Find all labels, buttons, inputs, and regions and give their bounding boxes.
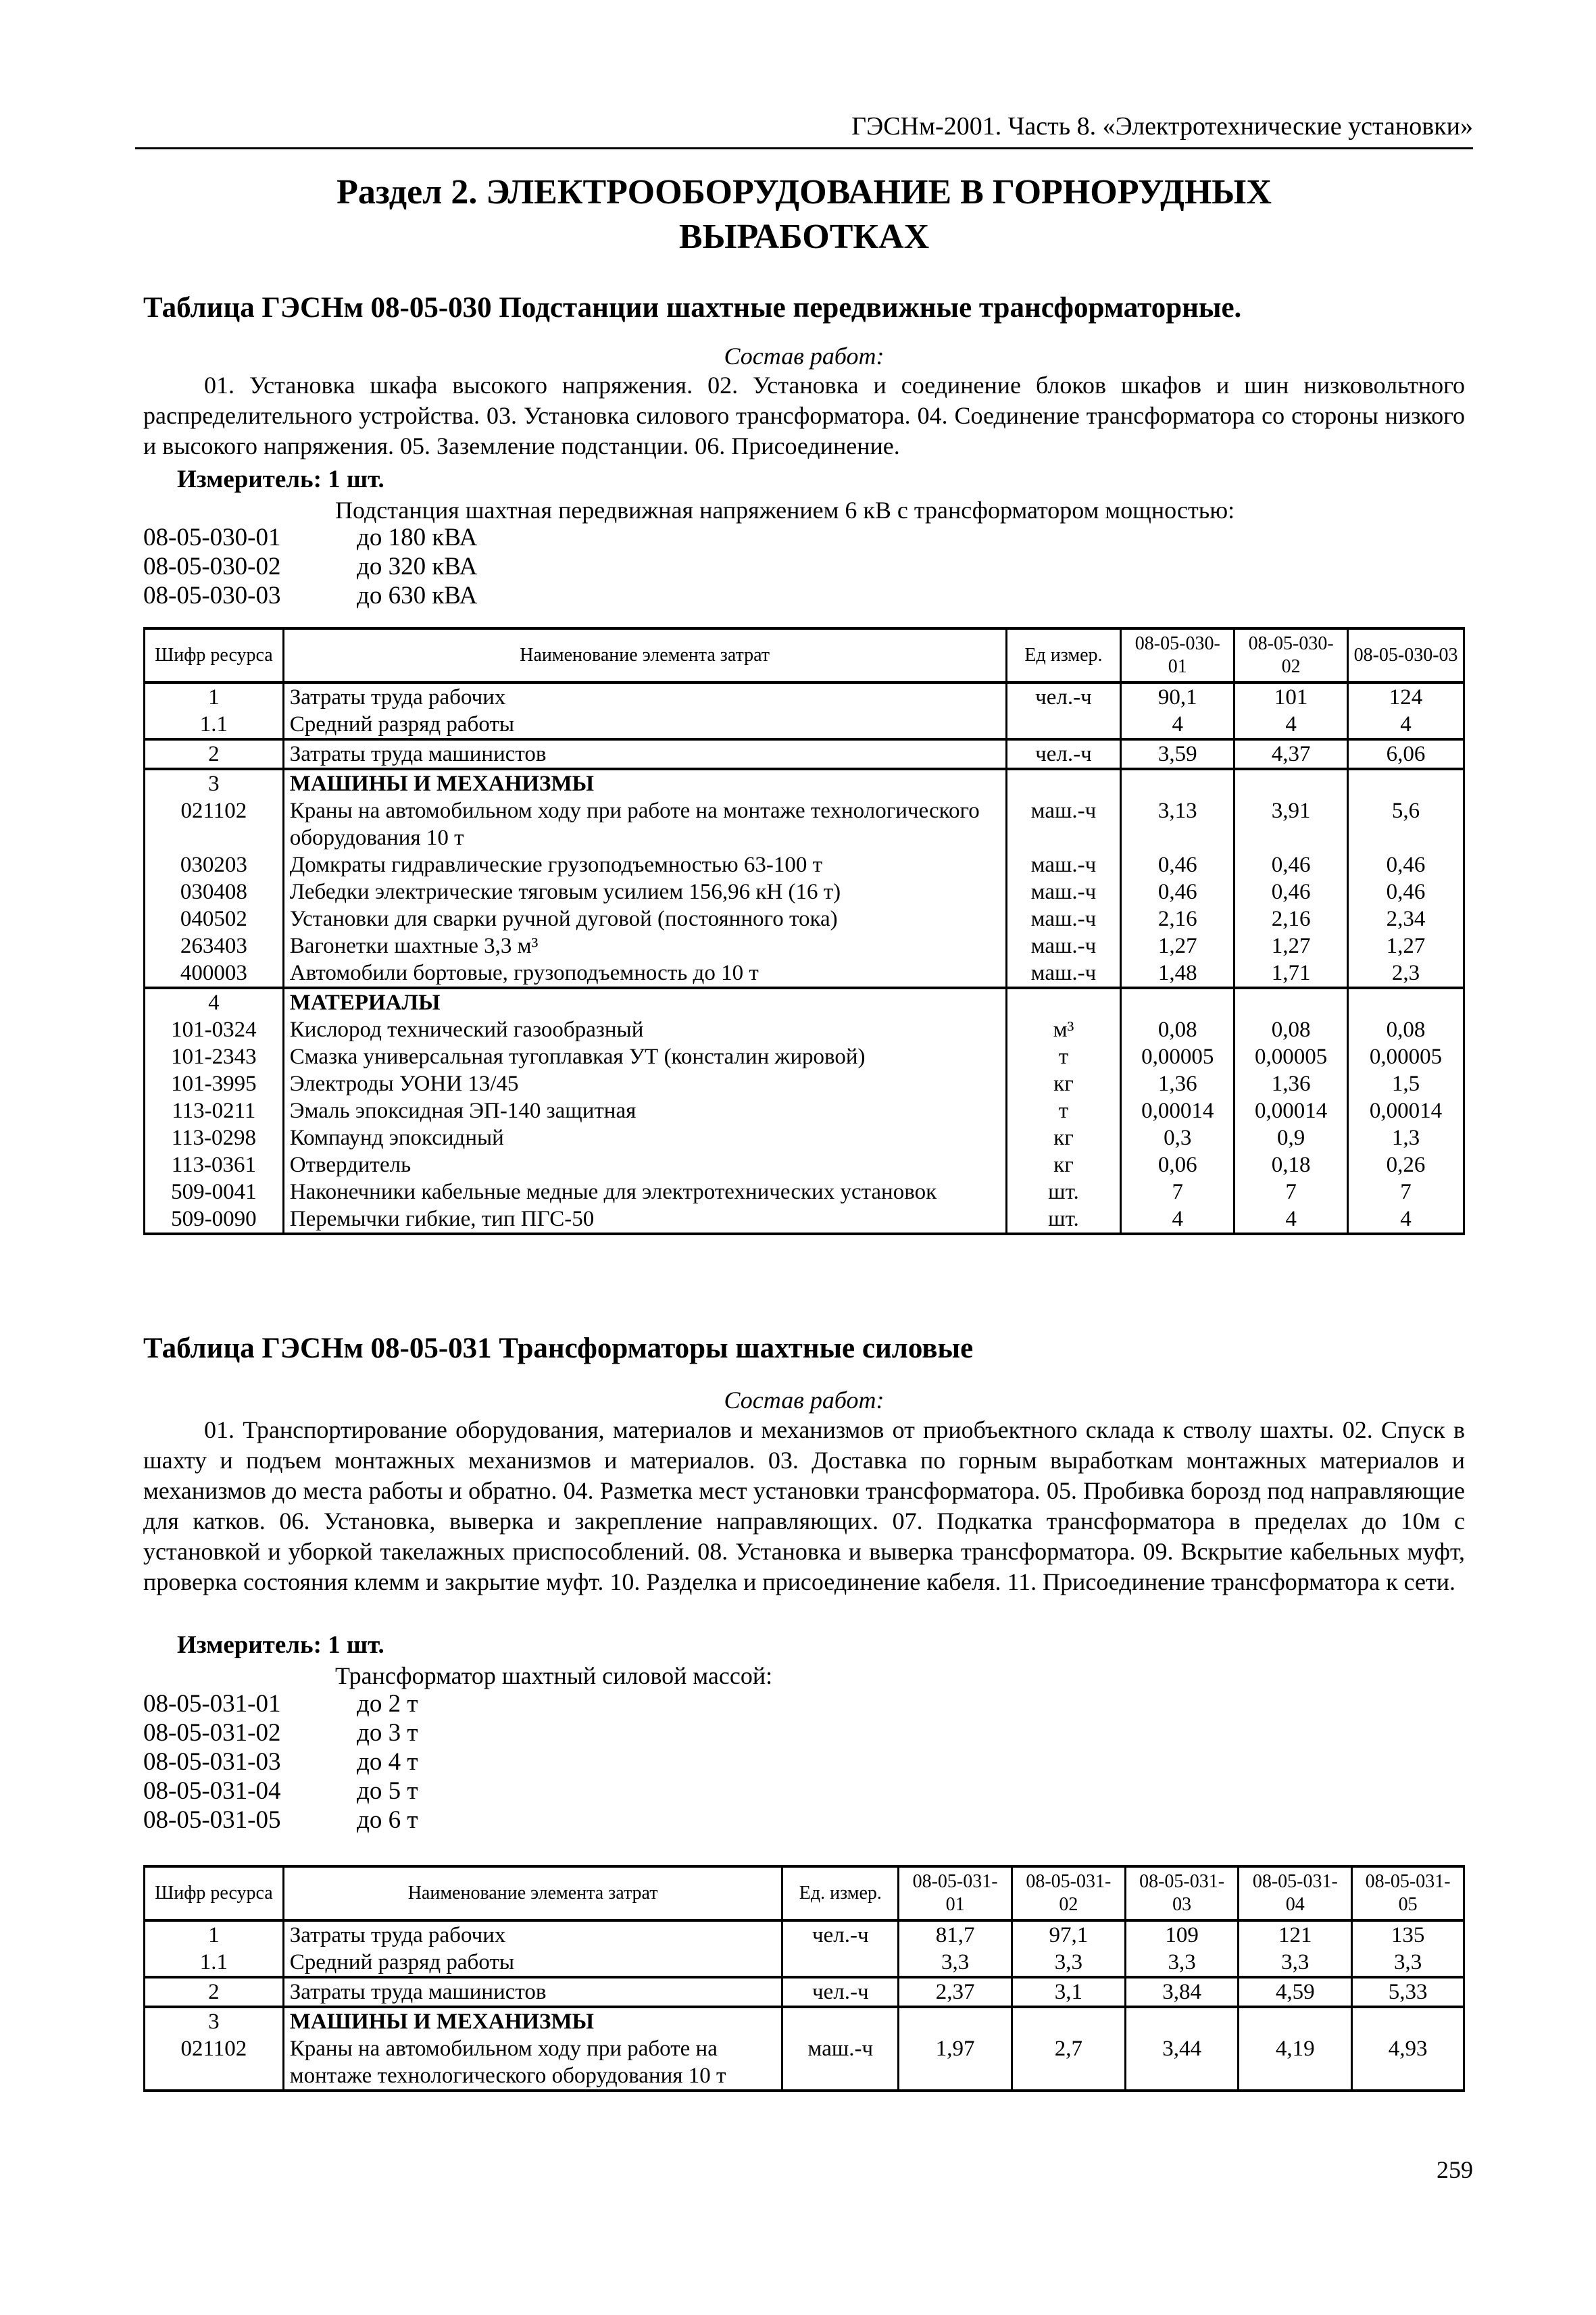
- cost-element-name-cell: Кислород технический газообразный: [283, 1016, 1006, 1043]
- value-cell: 0,46: [1121, 851, 1235, 878]
- table-row: [145, 769, 1464, 797]
- value-cell: 0,26: [1348, 1151, 1464, 1178]
- value-cell: 7: [1235, 1178, 1348, 1205]
- resource-code-cell: 400003: [145, 960, 284, 988]
- value-cell: 1,36: [1235, 1070, 1348, 1097]
- table-row: [145, 797, 1464, 851]
- unit-cell: кг: [1006, 1124, 1121, 1151]
- value-cell: 0,3: [1121, 1124, 1235, 1151]
- table-row: [145, 1097, 1464, 1124]
- variant-description: до 320 кВА: [357, 553, 478, 580]
- header-col-2: 08-05-030-02: [1235, 628, 1348, 682]
- cost-element-name-cell: Затраты труда рабочих: [283, 682, 1006, 711]
- variant-description: до 6 т: [357, 1806, 418, 1834]
- resource-code-cell: 509-0090: [145, 1205, 284, 1234]
- unit-cell: маш.-ч: [1006, 905, 1121, 932]
- cost-element-name-cell: Затраты труда машинистов: [283, 1977, 782, 2007]
- table-row: [145, 1205, 1464, 1234]
- value-cell: [1125, 2007, 1239, 2035]
- variant-item: [143, 1776, 418, 1806]
- variant-description: до 2 т: [357, 1690, 418, 1718]
- unit-cell: т: [1006, 1043, 1121, 1070]
- value-cell: 0,46: [1348, 878, 1464, 905]
- unit-cell: [1006, 988, 1121, 1016]
- table2-measure: Измеритель: 1 шт.: [177, 1631, 384, 1659]
- variant-code: 08-05-031-04: [143, 1777, 281, 1805]
- unit-cell: м³: [1006, 1016, 1121, 1043]
- resource-code-cell: 021102: [145, 2035, 284, 2091]
- resource-code-cell: 113-0361: [145, 1151, 284, 1178]
- table2-variants-list: [143, 1689, 418, 1835]
- table-row: [145, 1070, 1464, 1097]
- header-unit: Ед измер.: [1006, 628, 1121, 682]
- unit-cell: маш.-ч: [1006, 932, 1121, 960]
- value-cell: 1,3: [1348, 1124, 1464, 1151]
- variant-description: до 5 т: [357, 1777, 418, 1805]
- value-cell: 5,6: [1348, 797, 1464, 851]
- resource-code-cell: 113-0298: [145, 1124, 284, 1151]
- resource-code-cell: 2: [145, 739, 284, 769]
- value-cell: 3,13: [1121, 797, 1235, 851]
- value-cell: [899, 2007, 1012, 2035]
- table-row: [145, 682, 1464, 711]
- table-row: [145, 1920, 1464, 1949]
- header-col-4: 08-05-031-04: [1239, 1866, 1352, 1920]
- unit-cell: маш.-ч: [782, 2035, 899, 2091]
- table-row: [145, 960, 1464, 988]
- table1-variant-intro: Подстанция шахтная передвижная напряжением 6 кВ с трансформатором мощностью:: [335, 497, 1235, 524]
- value-cell: 2,16: [1121, 905, 1235, 932]
- unit-cell: [1006, 711, 1121, 739]
- value-cell: 1,27: [1348, 932, 1464, 960]
- table-row: [145, 988, 1464, 1016]
- variant-item: [143, 1747, 418, 1776]
- resource-code-cell: 509-0041: [145, 1178, 284, 1205]
- header-unit: Ед. измер.: [782, 1866, 899, 1920]
- value-cell: [1235, 988, 1348, 1016]
- resource-code-cell: 3: [145, 769, 284, 797]
- table1-title: Таблица ГЭСНм 08-05-030 Подстанции шахтные передвижные трансформаторные.: [143, 292, 1242, 324]
- value-cell: 4,19: [1239, 2035, 1352, 2091]
- table-row: [145, 1124, 1464, 1151]
- header-col-5: 08-05-031-05: [1352, 1866, 1464, 1920]
- header-rule: [135, 147, 1473, 149]
- value-cell: 0,06: [1121, 1151, 1235, 1178]
- table-row: [145, 1977, 1464, 2007]
- variant-item: [143, 552, 477, 581]
- value-cell: [1348, 988, 1464, 1016]
- value-cell: 4: [1235, 711, 1348, 739]
- value-cell: [1235, 769, 1348, 797]
- value-cell: 0,00014: [1121, 1097, 1235, 1124]
- variant-item: [143, 581, 477, 610]
- value-cell: 0,18: [1235, 1151, 1348, 1178]
- table-row: [145, 932, 1464, 960]
- value-cell: 2,37: [899, 1977, 1012, 2007]
- value-cell: 101: [1235, 682, 1348, 711]
- cost-element-name-cell: Компаунд эпоксидный: [283, 1124, 1006, 1151]
- cost-element-name-cell: Вагонетки шахтные 3,3 м³: [283, 932, 1006, 960]
- resource-code-cell: 1.1: [145, 711, 284, 739]
- resource-code-cell: 030408: [145, 878, 284, 905]
- header-name: Наименование элемента затрат: [283, 1866, 782, 1920]
- variant-code: 08-05-030-01: [143, 524, 281, 551]
- value-cell: 124: [1348, 682, 1464, 711]
- resource-code-cell: 030203: [145, 851, 284, 878]
- value-cell: 0,46: [1235, 851, 1348, 878]
- cost-element-name-cell: Автомобили бортовые, грузоподъемность до 10 т: [283, 960, 1006, 988]
- variant-code: 08-05-031-05: [143, 1806, 281, 1834]
- cost-element-name-cell: Смазка универсальная тугоплавкая УТ (консталин жировой): [283, 1043, 1006, 1070]
- variant-item: [143, 523, 477, 552]
- unit-cell: чел.-ч: [782, 1977, 899, 2007]
- value-cell: [1012, 2007, 1125, 2035]
- running-header: ГЭСНм-2001. Часть 8. «Электротехнические установки»: [851, 112, 1473, 141]
- cost-element-name-cell: Электроды УОНИ 13/45: [283, 1070, 1006, 1097]
- table2-variant-intro: Трансформатор шахтный силовой массой:: [335, 1662, 773, 1689]
- table-row: [145, 878, 1464, 905]
- value-cell: 135: [1352, 1920, 1464, 1949]
- section-title-line-2: ВЫРАБОТКАХ: [678, 218, 930, 256]
- header-col-2: 08-05-031-02: [1012, 1866, 1125, 1920]
- variant-description: до 3 т: [357, 1719, 418, 1747]
- unit-cell: чел.-ч: [1006, 682, 1121, 711]
- table2-resource-table: [143, 1865, 1465, 2092]
- table-row: [145, 2035, 1464, 2091]
- value-cell: 7: [1121, 1178, 1235, 1205]
- table1-header-row: [145, 628, 1464, 682]
- value-cell: 1,48: [1121, 960, 1235, 988]
- cost-element-name-cell: Перемычки гибкие, тип ПГС-50: [283, 1205, 1006, 1234]
- value-cell: [1121, 988, 1235, 1016]
- unit-cell: т: [1006, 1097, 1121, 1124]
- unit-cell: [782, 1949, 899, 1977]
- resource-code-cell: 101-3995: [145, 1070, 284, 1097]
- header-col-3: 08-05-030-03: [1348, 628, 1464, 682]
- header-col-1: 08-05-031-01: [899, 1866, 1012, 1920]
- value-cell: 4: [1121, 1205, 1235, 1234]
- unit-cell: маш.-ч: [1006, 797, 1121, 851]
- cost-element-name-cell: МАТЕРИАЛЫ: [283, 988, 1006, 1016]
- value-cell: 3,59: [1121, 739, 1235, 769]
- unit-cell: маш.-ч: [1006, 878, 1121, 905]
- value-cell: 97,1: [1012, 1920, 1125, 1949]
- value-cell: [1121, 769, 1235, 797]
- header-code: Шифр ресурса: [145, 628, 284, 682]
- table-row: [145, 1043, 1464, 1070]
- variant-item: [143, 1806, 418, 1835]
- variant-description: до 4 т: [357, 1748, 418, 1776]
- value-cell: 4,37: [1235, 739, 1348, 769]
- resource-code-cell: 040502: [145, 905, 284, 932]
- table-row: [145, 905, 1464, 932]
- value-cell: 0,46: [1121, 878, 1235, 905]
- variant-code: 08-05-031-02: [143, 1719, 281, 1747]
- header-col-1: 08-05-030-01: [1121, 628, 1235, 682]
- value-cell: 0,00005: [1235, 1043, 1348, 1070]
- table1-resource-table: [143, 627, 1465, 1235]
- value-cell: 5,33: [1352, 1977, 1464, 2007]
- variant-code: 08-05-031-03: [143, 1748, 281, 1776]
- value-cell: 2,34: [1348, 905, 1464, 932]
- value-cell: 2,7: [1012, 2035, 1125, 2091]
- cost-element-name-cell: Домкраты гидравлические грузоподъемностью 63-100 т: [283, 851, 1006, 878]
- variant-item: [143, 1689, 418, 1718]
- value-cell: 0,46: [1348, 851, 1464, 878]
- resource-code-cell: 1: [145, 682, 284, 711]
- value-cell: 0,46: [1235, 878, 1348, 905]
- table2-composition-label: Состав работ:: [724, 1387, 884, 1414]
- header-name: Наименование элемента затрат: [283, 628, 1006, 682]
- table2-header-row: [145, 1866, 1464, 1920]
- table-row: [145, 2007, 1464, 2035]
- cost-element-name-cell: Средний разряд работы: [283, 1949, 782, 1977]
- header-col-3: 08-05-031-03: [1125, 1866, 1239, 1920]
- value-cell: 3,3: [1239, 1949, 1352, 1977]
- table-row: [145, 711, 1464, 739]
- value-cell: 3,1: [1012, 1977, 1125, 2007]
- cost-element-name-cell: МАШИНЫ И МЕХАНИЗМЫ: [283, 769, 1006, 797]
- unit-cell: маш.-ч: [1006, 851, 1121, 878]
- table-row: [145, 851, 1464, 878]
- value-cell: 0,00005: [1121, 1043, 1235, 1070]
- resource-code-cell: 263403: [145, 932, 284, 960]
- resource-code-cell: 3: [145, 2007, 284, 2035]
- variant-description: до 180 кВА: [357, 524, 478, 551]
- unit-cell: кг: [1006, 1070, 1121, 1097]
- value-cell: 3,44: [1125, 2035, 1239, 2091]
- value-cell: 3,3: [1012, 1949, 1125, 1977]
- value-cell: 1,27: [1235, 932, 1348, 960]
- value-cell: 0,08: [1235, 1016, 1348, 1043]
- cost-element-name-cell: Средний разряд работы: [283, 711, 1006, 739]
- value-cell: 1,36: [1121, 1070, 1235, 1097]
- variant-code: 08-05-031-01: [143, 1690, 281, 1718]
- cost-element-name-cell: Краны на автомобильном ходу при работе на монтаже технологического оборудования 10 т: [283, 2035, 782, 2091]
- unit-cell: [1006, 769, 1121, 797]
- value-cell: 0,00014: [1235, 1097, 1348, 1124]
- resource-code-cell: 2: [145, 1977, 284, 2007]
- resource-code-cell: 021102: [145, 797, 284, 851]
- value-cell: 3,91: [1235, 797, 1348, 851]
- table2-composition-text: 01. Транспортирование оборудования, материалов и механизмов от приобъектного склада к стволу шахты. 02. Спуск в шахту и подъем монтажных механизмов и материалов. 03. Доставка по горным выработкам монтажных материалов и механизмов до места работы и обратно. 04. Разметка мест установки трансформатора. 05. Пробивка борозд под направляющие для катков. 06. Установка, выверка и закрепление направляющих. 07. Подкатка трансформатора в пределах до 10м с установкой и уборкой такелажных приспособлений. 08. Установка и выверка трансформатора. 09. Вскрытие кабельных муфт, проверка состояния клемм и закрытие муфт. 10. Разделка и присоединение кабеля. 11. Присоединение трансформатора к сети.: [143, 1416, 1465, 1595]
- table1-composition-label: Состав работ:: [724, 343, 884, 370]
- value-cell: 4,93: [1352, 2035, 1464, 2091]
- variant-description: до 630 кВА: [357, 582, 478, 609]
- cost-element-name-cell: Затраты труда машинистов: [283, 739, 1006, 769]
- cost-element-name-cell: Установки для сварки ручной дуговой (постоянного тока): [283, 905, 1006, 932]
- resource-code-cell: 101-2343: [145, 1043, 284, 1070]
- value-cell: 3,84: [1125, 1977, 1239, 2007]
- table1-composition-text: 01. Установка шкафа высокого напряжения. 02. Установка и соединение блоков шкафов и шин низковольтного распределительного устройства. 03. Установка силового трансформатора. 04. Соединение трансформатора со стороны низкого и высокого напряжения. 05. Заземление подстанции. 06. Присоединение.: [143, 372, 1465, 459]
- unit-cell: чел.-ч: [1006, 739, 1121, 769]
- value-cell: [1352, 2007, 1464, 2035]
- value-cell: 121: [1239, 1920, 1352, 1949]
- value-cell: 1,71: [1235, 960, 1348, 988]
- value-cell: 3,3: [1352, 1949, 1464, 1977]
- value-cell: 1,5: [1348, 1070, 1464, 1097]
- value-cell: 2,16: [1235, 905, 1348, 932]
- value-cell: [1348, 769, 1464, 797]
- value-cell: 0,9: [1235, 1124, 1348, 1151]
- value-cell: 0,00014: [1348, 1097, 1464, 1124]
- value-cell: 81,7: [899, 1920, 1012, 1949]
- cost-element-name-cell: Эмаль эпоксидная ЭП-140 защитная: [283, 1097, 1006, 1124]
- variant-code: 08-05-030-02: [143, 553, 281, 580]
- table-row: [145, 739, 1464, 769]
- value-cell: 4,59: [1239, 1977, 1352, 2007]
- value-cell: 4: [1348, 711, 1464, 739]
- table1-measure: Измеритель: 1 шт.: [177, 466, 384, 493]
- cost-element-name-cell: Наконечники кабельные медные для электротехнических установок: [283, 1178, 1006, 1205]
- value-cell: 3,3: [1125, 1949, 1239, 1977]
- resource-code-cell: 1.1: [145, 1949, 284, 1977]
- header-code: Шифр ресурса: [145, 1866, 284, 1920]
- value-cell: 1,27: [1121, 932, 1235, 960]
- unit-cell: маш.-ч: [1006, 960, 1121, 988]
- table-row: [145, 1178, 1464, 1205]
- section-title-line-1: Раздел 2. ЭЛЕКТРООБОРУДОВАНИЕ В ГОРНОРУДНЫХ: [336, 173, 1272, 211]
- cost-element-name-cell: Отвердитель: [283, 1151, 1006, 1178]
- cost-element-name-cell: Краны на автомобильном ходу при работе на монтаже технологического оборудования 10 т: [283, 797, 1006, 851]
- table-row: [145, 1016, 1464, 1043]
- value-cell: 7: [1348, 1178, 1464, 1205]
- value-cell: 109: [1125, 1920, 1239, 1949]
- value-cell: 0,08: [1348, 1016, 1464, 1043]
- section-title: [135, 170, 1473, 259]
- unit-cell: кг: [1006, 1151, 1121, 1178]
- value-cell: [1239, 2007, 1352, 2035]
- value-cell: 0,08: [1121, 1016, 1235, 1043]
- value-cell: 3,3: [899, 1949, 1012, 1977]
- table-row: [145, 1949, 1464, 1977]
- cost-element-name-cell: Затраты труда рабочих: [283, 1920, 782, 1949]
- value-cell: 4: [1348, 1205, 1464, 1234]
- unit-cell: [782, 2007, 899, 2035]
- page-number: 259: [1437, 2156, 1473, 2183]
- table1-variants-list: [143, 523, 477, 610]
- resource-code-cell: 101-0324: [145, 1016, 284, 1043]
- variant-code: 08-05-030-03: [143, 582, 281, 609]
- resource-code-cell: 113-0211: [145, 1097, 284, 1124]
- value-cell: 2,3: [1348, 960, 1464, 988]
- value-cell: 4: [1235, 1205, 1348, 1234]
- value-cell: 1,97: [899, 2035, 1012, 2091]
- table-row: [145, 1151, 1464, 1178]
- cost-element-name-cell: МАШИНЫ И МЕХАНИЗМЫ: [283, 2007, 782, 2035]
- value-cell: 6,06: [1348, 739, 1464, 769]
- resource-code-cell: 4: [145, 988, 284, 1016]
- value-cell: 4: [1121, 711, 1235, 739]
- resource-code-cell: 1: [145, 1920, 284, 1949]
- value-cell: 0,00005: [1348, 1043, 1464, 1070]
- variant-item: [143, 1718, 418, 1747]
- unit-cell: шт.: [1006, 1205, 1121, 1234]
- cost-element-name-cell: Лебедки электрические тяговым усилием 156,96 кН (16 т): [283, 878, 1006, 905]
- value-cell: 90,1: [1121, 682, 1235, 711]
- unit-cell: чел.-ч: [782, 1920, 899, 1949]
- table2-title: Таблица ГЭСНм 08-05-031 Трансформаторы шахтные силовые: [143, 1333, 974, 1364]
- unit-cell: шт.: [1006, 1178, 1121, 1205]
